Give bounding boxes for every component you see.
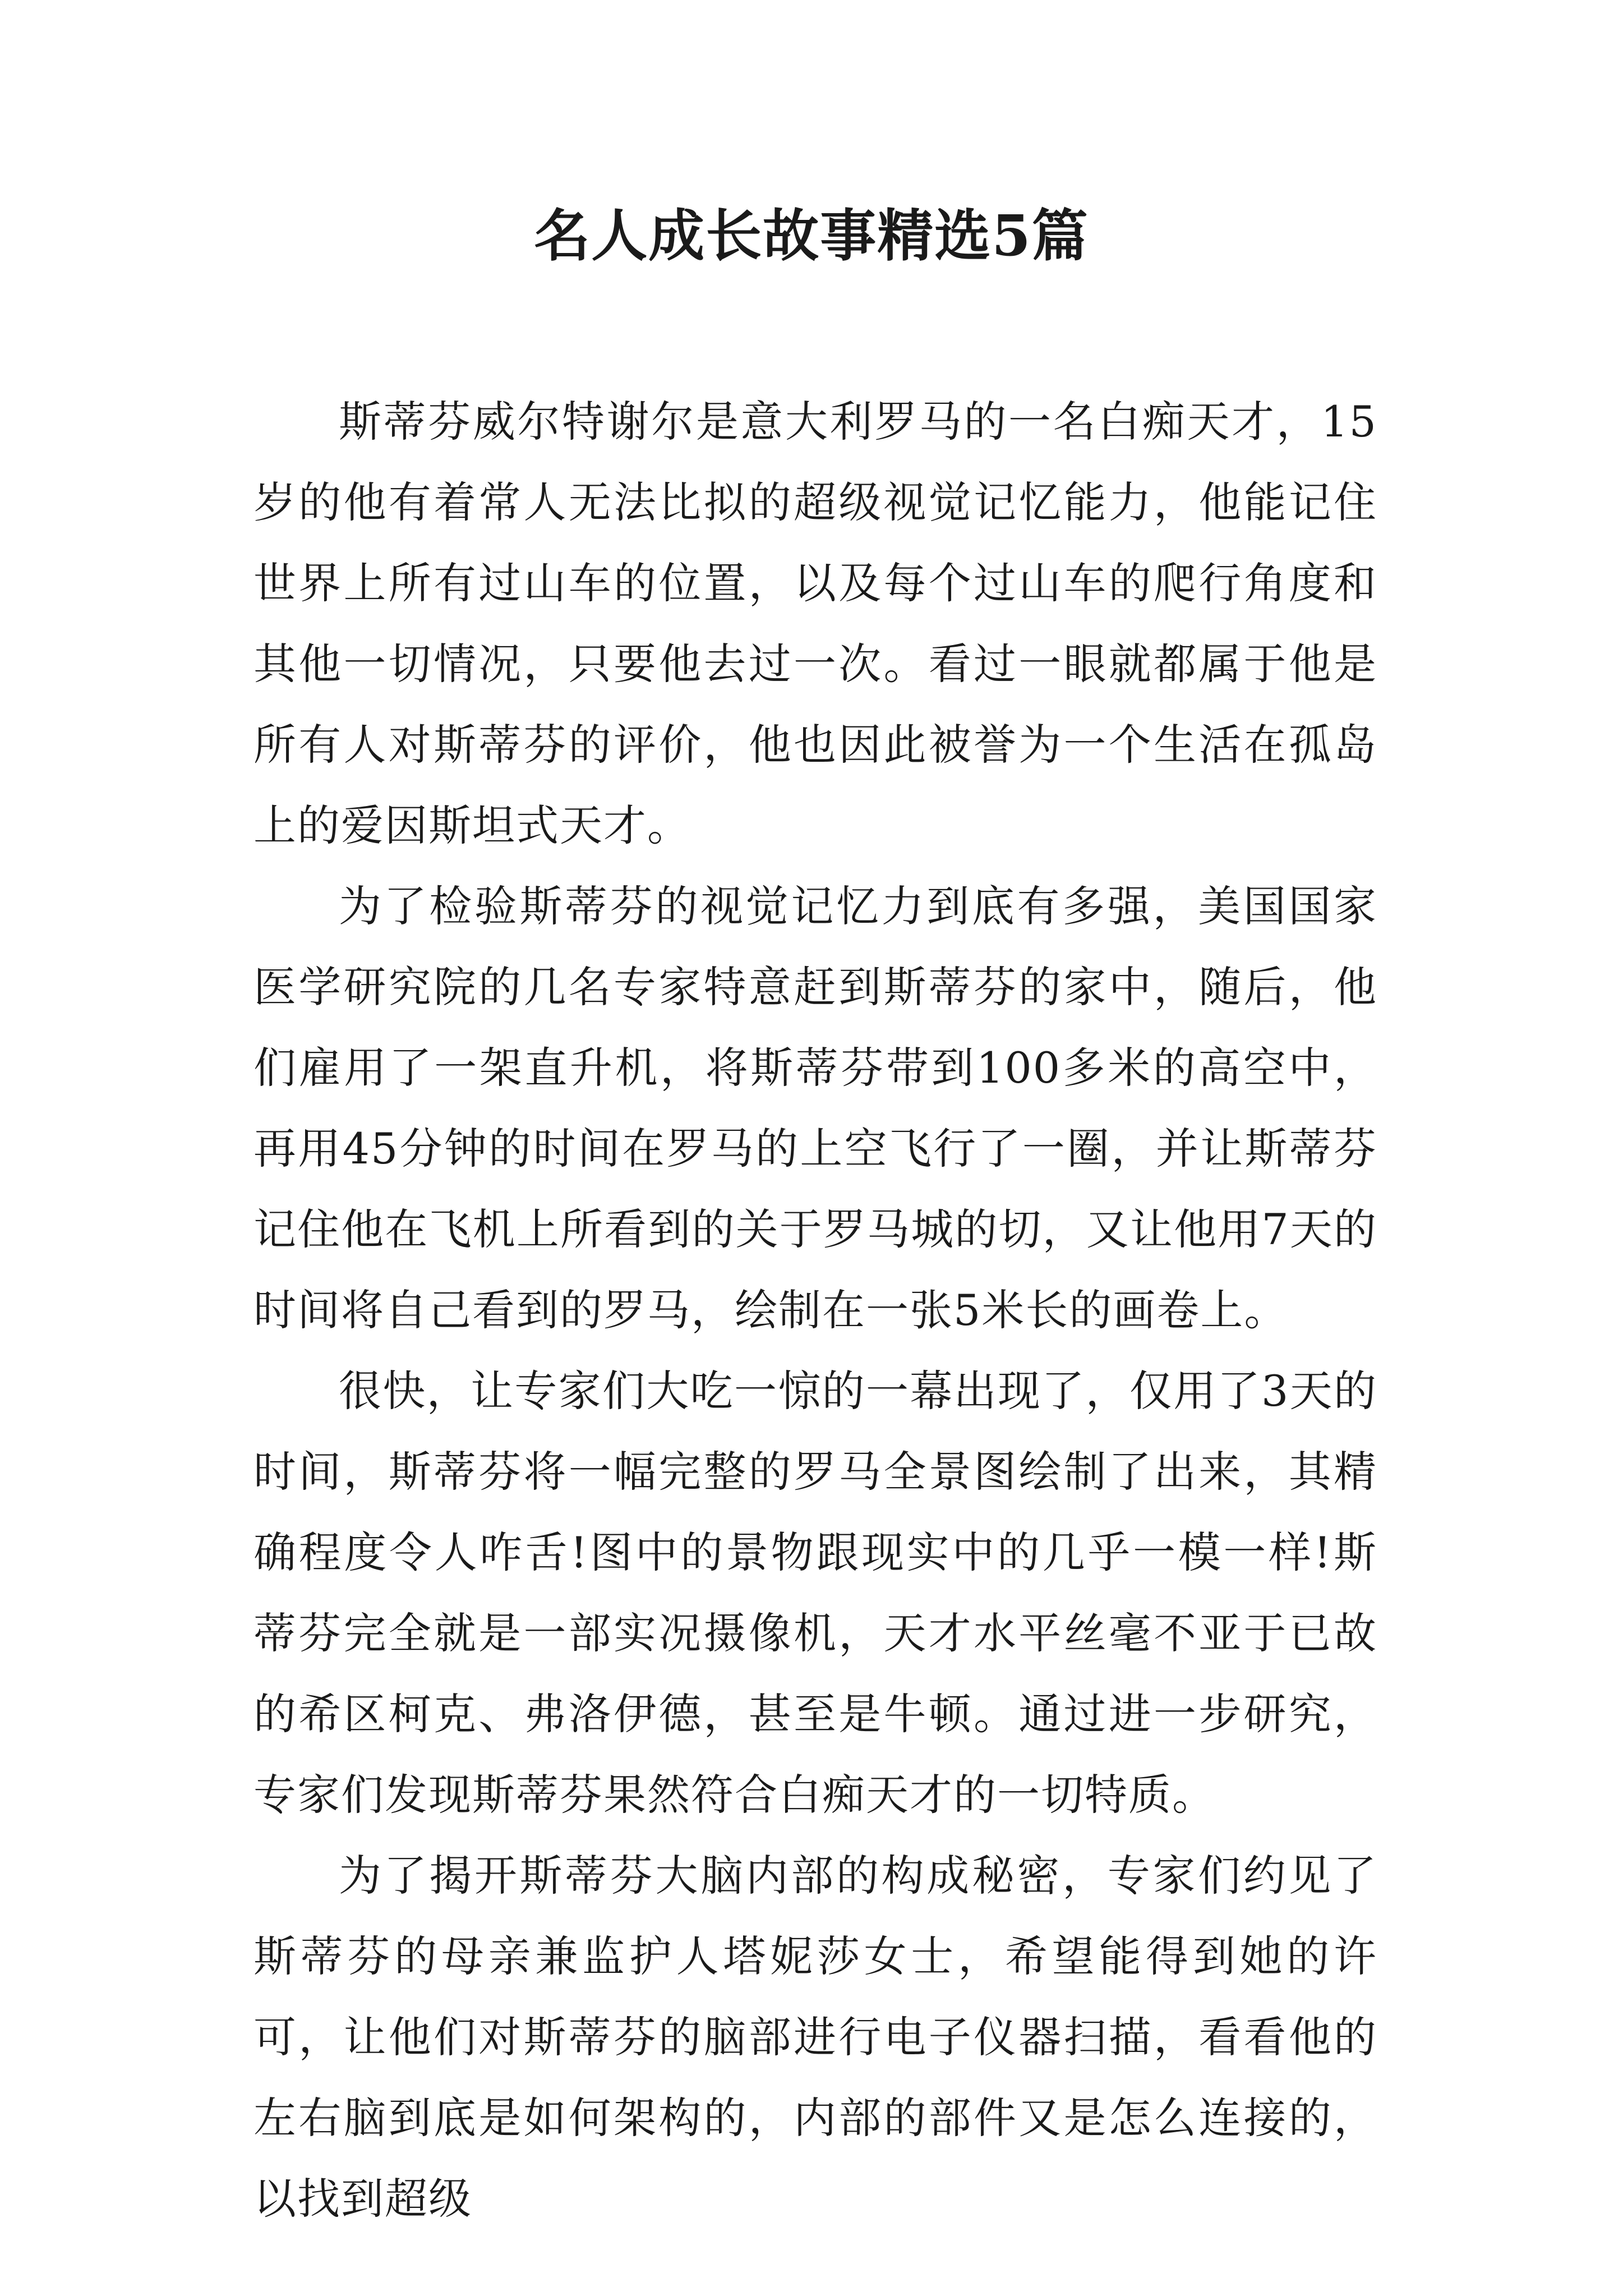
paragraph-3: 很快，让专家们大吃一惊的一幕出现了，仅用了3天的时间，斯蒂芬将一幅完整的罗马全景图绘制了出来，其精确程度令人咋舌!图中的景物跟现实中的几乎一模一样!斯蒂芬完全就是一部实况摄像机，天才水平丝毫不亚于已故的希区柯克、弗洛伊德，甚至是牛顿。通过进一步研究，专家们发现斯蒂芬果然符合白痴天才的一切特质。 — [253, 1366, 1377, 1820]
paragraph-1: 斯蒂芬威尔特谢尔是意大利罗马的一名白痴天才，15岁的他有着常人无法比拟的超级视觉记忆能力，他能记住世界上所有过山车的位置，以及每个过山车的爬行角度和其他一切情况，只要他去过一次。看过一眼就都属于他是所有人对斯蒂芬的评价，他也因此被誉为一个生活在孤岛上的爱因斯坦式天才。 — [253, 397, 1377, 850]
paragraph-2: 为了检验斯蒂芬的视觉记忆力到底有多强，美国国家医学研究院的几名专家特意赶到斯蒂芬的家中，随后，他们雇用了一架直升机，将斯蒂芬带到100多米的高空中，再用45分钟的时间在罗马的上空飞行了一圈，并让斯蒂芬记住他在飞机上所看到的关于罗马城的切，又让他用7天的时间将自己看到的罗马，绘制在一张5米长的画卷上。 — [253, 881, 1377, 1335]
document-title: 名人成长故事精选5篇 — [534, 203, 1089, 269]
paragraph-4: 为了揭开斯蒂芬大脑内部的构成秘密，专家们约见了斯蒂芬的母亲兼监护人塔妮莎女士，希望能得到她的许可，让他们对斯蒂芬的脑部进行电子仪器扫描，看看他的左右脑到底是如何架构的，内部的部件又是怎么连接的，以找到超级 — [253, 1851, 1377, 2224]
document-body — [253, 381, 1377, 2239]
